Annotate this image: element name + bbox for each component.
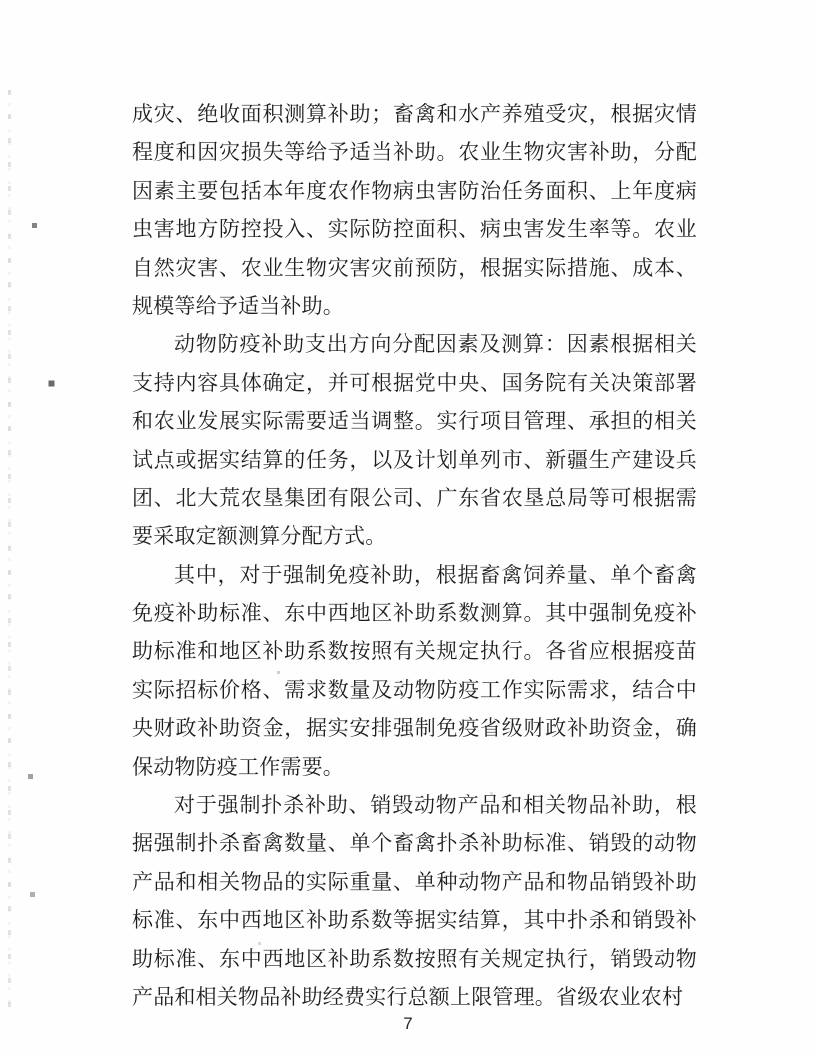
text-line: 和农业发展实际需要适当调整。实行项目管理、承担的相关 (132, 409, 697, 434)
text-line: 产品和相关物品补助经费实行总额上限管理。省级农业农村 (132, 984, 684, 1009)
text-line: 自然灾害、农业生物灾害灾前预防，根据实际措施、成本、 (132, 255, 697, 280)
text-line: 团、北大荒农垦集团有限公司、广东省农垦总局等可根据需 (132, 485, 697, 510)
text-line: 助标准和地区补助系数按照有关规定执行。各省应根据疫苗 (132, 639, 697, 664)
text-line: 试点或据实结算的任务，以及计划单列市、新疆生产建设兵 (132, 447, 697, 472)
text-line: 其中，对于强制免疫补助，根据畜禽饲养量、单个畜禽 (174, 562, 697, 587)
text-line: 央财政补助资金，据实安排强制免疫省级财政补助资金，确 (132, 716, 697, 741)
text-line: 虫害地方防控投入、实际防控面积、病虫害发生率等。农业 (132, 217, 697, 242)
text-line: 成灾、绝收面积测算补助；畜禽和水产养殖受灾，根据灾情 (132, 102, 697, 126)
text-line: 对于强制扑杀补助、销毁动物产品和相关物品补助，根 (174, 793, 697, 818)
scan-speck-cluster (0, 0, 3, 3)
text-line: 动物防疫补助支出方向分配因素及测算：因素根据相关 (174, 332, 697, 357)
document-body (132, 95, 697, 1016)
text-line: 因素主要包括本年度农作物病虫害防治任务面积、上年度病 (132, 178, 697, 203)
text-line: 程度和因灾损失等给予适当补助。农业生物灾害补助，分配 (132, 140, 697, 165)
text-line: 保动物防疫工作需要。 (132, 754, 344, 779)
text-line: 产品和相关物品的实际重量、单种动物产品和物品销毁补助 (132, 869, 697, 894)
text-line: 要采取定额测算分配方式。 (132, 524, 387, 549)
text-line: 支持内容具体确定，并可根据党中央、国务院有关决策部署 (132, 370, 697, 395)
page-number: 7 (403, 1014, 413, 1033)
scan-noise-left-edge (8, 90, 11, 1010)
text-line: 免疫补助标准、东中西地区补助系数测算。其中强制免疫补 (132, 601, 697, 626)
text-line: 助标准、东中西地区补助系数按照有关规定执行，销毁动物 (132, 946, 697, 971)
text-line: 标准、东中西地区补助系数等据实结算，其中扑杀和销毁补 (132, 908, 697, 933)
text-line: 据强制扑杀畜禽数量、单个畜禽扑杀补助标准、销毁的动物 (132, 831, 697, 856)
text-line: 规模等给予适当补助。 (132, 293, 344, 318)
text-line: 实际招标价格、需求数量及动物防疫工作实际需求，结合中 (132, 677, 697, 702)
